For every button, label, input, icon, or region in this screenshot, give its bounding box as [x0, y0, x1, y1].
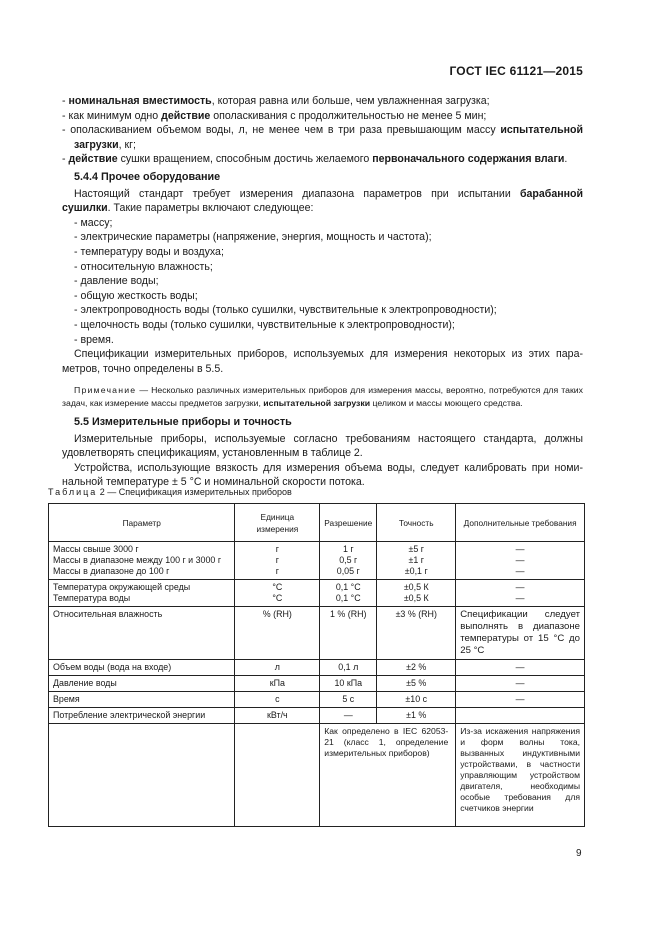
table-row-energy	[49, 708, 585, 724]
standard-header: ГОСТ IEC 61121—2015	[449, 64, 583, 78]
list-item: - электрические параметры (напряжение, энергия, мощность и частота);	[74, 231, 432, 244]
table-cell: 0,1 °С	[335, 593, 361, 603]
table-caption: Таблица 2 — Спецификация измерительных приборов	[48, 487, 292, 497]
table-cell: —	[515, 582, 525, 592]
table-cell: л	[235, 660, 320, 676]
table-cell: 10 кПа	[320, 676, 377, 692]
table-cell: 5 с	[320, 692, 377, 708]
list-item: - время.	[74, 333, 114, 346]
table-cell: °С	[272, 582, 283, 592]
table-cell: ±0,5 К	[403, 593, 429, 603]
table-cell-empty	[235, 724, 320, 827]
table-cell: ±2 %	[377, 660, 456, 676]
section-5-5-heading: 5.5 Измерительные приборы и точность	[74, 416, 292, 429]
table-cell: °С	[272, 593, 283, 603]
table-cell: 0,05 г	[336, 566, 360, 576]
list-item: - массу;	[74, 216, 113, 229]
table-cell: ±10 с	[377, 692, 456, 708]
energy-meter-extra: Из-за искажения напряжения и форм волны тока, вызванных индуктивными устройствами, в частности управляющим устройством двигателя, необходимы особые требования для счетчиков энергии	[456, 724, 585, 827]
table-row-water-volume	[49, 660, 585, 676]
table-header-row	[49, 504, 585, 542]
table-cell: Время	[49, 692, 235, 708]
table-cell: с	[235, 692, 320, 708]
table-cell	[456, 708, 585, 724]
instrument-spec-table	[48, 503, 585, 827]
table-cell: 0,1 л	[320, 660, 377, 676]
bullet-rinse-volume: - ополаскиванием объемом воды, л, не менее чем в три раза превышающим массу испытательной загрузки, кг;	[62, 124, 583, 151]
note-paragraph: Примечание — Несколько различных измерительных приборов для измерения массы, вероятно, потребуются для таких задач, как измерение массы предметов загрузки, испытательной загрузки целиком и массы моющего средства.	[62, 385, 583, 408]
header-accuracy: Точность	[377, 504, 456, 542]
paragraph-parameters-intro: Настоящий стандарт требует измерения диапазона параметров при испытании барабанной сушилки. Такие параметры включают следующее:	[62, 187, 583, 215]
paragraph-specifications: Спецификации измерительных приборов, используемых для измерения некоторых из этих параметров, точно определены в 5.5.	[62, 348, 583, 375]
table-row-energy-details	[49, 724, 585, 827]
table-cell: Массы свыше 3000 г	[53, 544, 139, 554]
table-cell-empty	[49, 724, 235, 827]
table-cell: кВт/ч	[235, 708, 320, 724]
table-cell: Массы в диапазоне между 100 г и 3000 г	[53, 555, 222, 565]
table-cell: 1 г	[342, 544, 354, 554]
list-item: - температуру воды и воздуха;	[74, 245, 224, 258]
list-item: - относительную влажность;	[74, 260, 213, 273]
table-cell: ±5 %	[377, 676, 456, 692]
header-extra-requirements: Дополнительные требования	[456, 504, 585, 542]
table-row-temperature	[49, 580, 585, 607]
table-row-mass	[49, 542, 585, 580]
table-cell: Потребление электрической энергии	[49, 708, 235, 724]
table-cell: Температура окружающей среды	[53, 582, 191, 592]
list-item: - давление воды;	[74, 275, 159, 288]
table-cell: ±0,1 г	[404, 566, 428, 576]
energy-meter-note: Как определено в IEC 62053-21 (класс 1, определение измерительных приборов)	[320, 724, 456, 827]
table-cell: ±1 %	[377, 708, 456, 724]
parameter-list	[62, 216, 583, 347]
table-cell: 0,1 °С	[335, 582, 361, 592]
table-row-water-pressure	[49, 676, 585, 692]
table-cell: Спецификации следует выполнять в диапазоне температуры от 15 °С до 25 °С	[456, 607, 585, 660]
table-cell: 0,5 г	[339, 555, 358, 565]
bullet-spin-action: - действие сушки вращением, способным достичь желаемого первоначального содержания влаги.	[62, 153, 568, 166]
page-number: 9	[576, 848, 582, 859]
table-row-humidity	[49, 607, 585, 660]
bullet-nominal-capacity: - номинальная вместимость, которая равна или больше, чем увлажненная загрузка;	[62, 95, 490, 107]
table-cell: —	[320, 708, 377, 724]
table-cell: 1 % (RH)	[320, 607, 377, 660]
list-item: - общую жесткость воды;	[74, 289, 198, 302]
list-item: - щелочность воды (только сушилки, чувствительные к электропроводности);	[74, 318, 455, 331]
table-cell: ±1 г	[408, 555, 424, 565]
table-cell: % (RH)	[235, 607, 320, 660]
table-row-time	[49, 692, 585, 708]
table-cell: Массы в диапазоне до 100 г	[53, 566, 170, 576]
table-cell: —	[456, 676, 585, 692]
table-cell: ±3 % (RH)	[377, 607, 456, 660]
paragraph-viscosity: Устройства, использующие вязкость для измерения объема воды, следует калибровать при номинальной температуре ± 5 °С и номинальной скорости потока.	[62, 461, 583, 489]
header-unit: Единица измерения	[235, 504, 320, 542]
table-cell: г	[275, 544, 279, 554]
table-cell: —	[456, 692, 585, 708]
section-5-4-4-heading: 5.4.4 Прочее оборудование	[74, 170, 221, 183]
table-cell: ±5 г	[408, 544, 424, 554]
header-resolution: Разрешение	[320, 504, 377, 542]
table-cell: —	[515, 566, 525, 576]
table-cell: г	[275, 555, 279, 565]
list-item: - электропроводность воды (только сушилки, чувствительные к электропроводности);	[74, 304, 497, 317]
document-body	[62, 94, 583, 490]
table-cell: Температура воды	[53, 593, 131, 603]
table-cell: кПа	[235, 676, 320, 692]
table-cell: ±0,5 К	[403, 582, 429, 592]
header-parameter: Параметр	[49, 504, 235, 542]
table-cell: —	[456, 660, 585, 676]
table-cell: —	[515, 593, 525, 603]
table-cell: Объем воды (вода на входе)	[49, 660, 235, 676]
paragraph-instruments: Измерительные приборы, используемые согласно требованиям настоящего стандарта, должны удовлетворять спецификациям, установленным в таблице 2.	[62, 432, 583, 460]
table-cell: —	[515, 544, 525, 554]
table-cell: Относительная влажность	[49, 607, 235, 660]
table-cell: г	[275, 566, 279, 576]
table-cell: —	[515, 555, 525, 565]
table-cell: Давление воды	[49, 676, 235, 692]
bullet-rinse-action: - как минимум одно действие ополаскивания с продолжительностью не менее 5 мин;	[62, 109, 487, 122]
